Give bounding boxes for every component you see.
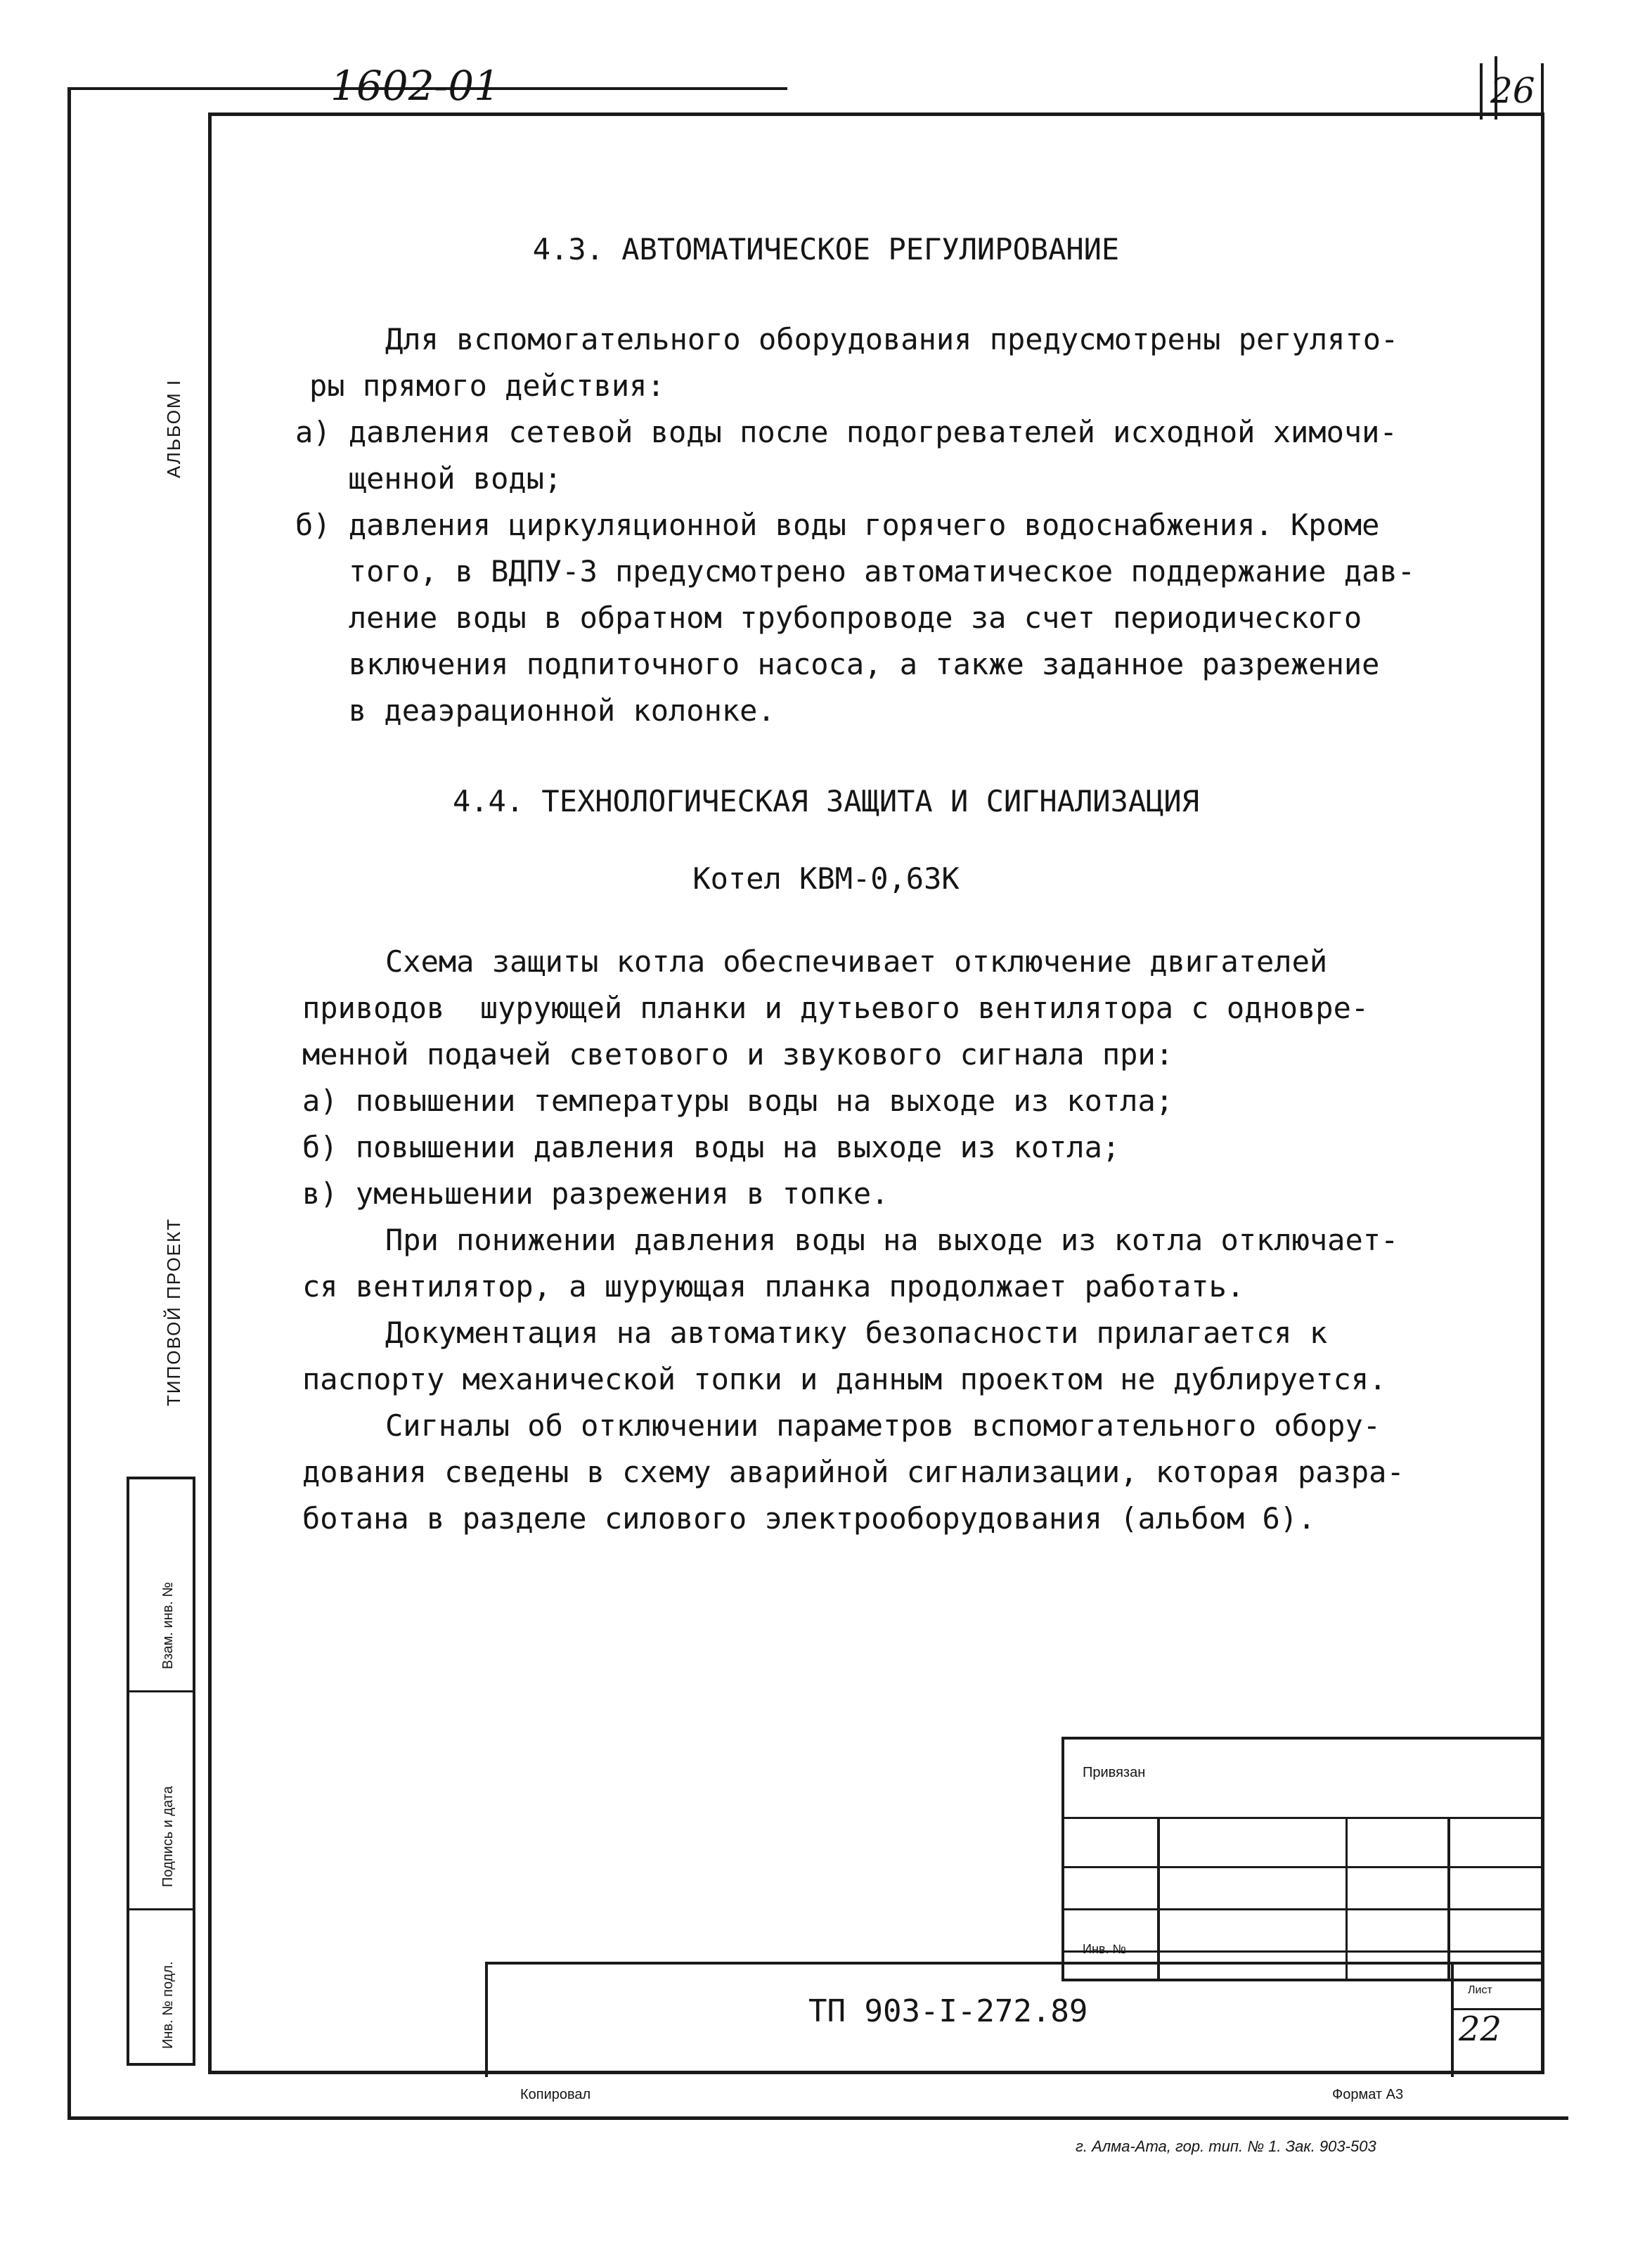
project-type-label: ТИПОВОЙ ПРОЕКТ bbox=[163, 1217, 184, 1406]
text-line: дования сведены в схему аварийной сигнализации, которая разра- bbox=[302, 1455, 1405, 1489]
project-code: ТП 903-I-272.89 bbox=[808, 1993, 1088, 2029]
inventory-label: Инв. № bbox=[1083, 1942, 1126, 1956]
text-line: Сигналы об отключении параметров вспомогательного обору- bbox=[385, 1408, 1381, 1443]
album-label: АЛЬБОМ I bbox=[163, 378, 184, 478]
text-line: При понижении давления воды на выходе из котла отключает- bbox=[385, 1223, 1399, 1257]
title-block-rule bbox=[1064, 1817, 1542, 1819]
stamp-cell bbox=[129, 1690, 193, 1910]
text-line: включения подпиточного насоса, а также заданное разрежение bbox=[295, 647, 1380, 681]
text-line: ры прямого действия: bbox=[309, 368, 665, 403]
title-block-divider bbox=[1346, 1817, 1348, 1979]
text-line: менной подачей светового и звукового сигнала при: bbox=[302, 1037, 1174, 1072]
title-block-divider bbox=[1447, 1817, 1450, 1979]
text-line: а) повышении температуры воды на выходе из котла; bbox=[302, 1084, 1174, 1118]
printer-note: г. Алма-Ата, гор. тип. № 1. Зак. 903-503 bbox=[1076, 2138, 1376, 2155]
text-line: Документация на автоматику безопасности прилагается к bbox=[385, 1316, 1328, 1350]
page-box-left bbox=[1480, 63, 1483, 120]
outer-frame-left bbox=[67, 87, 71, 2119]
handwritten-document-code: 1602-01 bbox=[330, 62, 501, 110]
text-line: Схема защиты котла обеспечивает отключение двигателей bbox=[385, 944, 1328, 979]
text-line: а) давления сетевой воды после подогревателей исходной химочи- bbox=[295, 415, 1398, 449]
stamp-field-label: Подпись и дата bbox=[160, 1786, 176, 1887]
text-line: ся вентилятор, а шурующая планка продолжает работать. bbox=[302, 1269, 1245, 1304]
title-block-rule bbox=[1064, 1866, 1542, 1868]
section-subheading: Котел КВМ-0,63К bbox=[692, 861, 960, 896]
text-line: в) уменьшении разрежения в топке. bbox=[302, 1176, 889, 1211]
text-line: того, в ВДПУ-3 предусмотрено автоматическое поддержание дав- bbox=[295, 554, 1416, 589]
sheet-number-title-block: 22 bbox=[1459, 2010, 1502, 2049]
section-heading: 4.4. ТЕХНОЛОГИЧЕСКАЯ ЗАЩИТА И СИГНАЛИЗАЦИЯ bbox=[452, 784, 1200, 818]
sheet-number: 26 bbox=[1490, 70, 1535, 111]
text-line: ботана в разделе силового электрооборудования (альбом 6). bbox=[302, 1501, 1316, 1536]
section-heading: 4.3. АВТОМАТИЧЕСКОЕ РЕГУЛИРОВАНИЕ bbox=[532, 232, 1120, 266]
stamp-cell bbox=[129, 1908, 193, 2063]
text-line: в деаэрационной колонке. bbox=[295, 693, 775, 728]
text-line: щенной воды; bbox=[295, 461, 562, 496]
stamp-cell bbox=[129, 1479, 193, 1692]
title-block-divider bbox=[1451, 1965, 1454, 2077]
title-block-divider bbox=[1157, 1817, 1160, 1979]
sheet-label: Лист bbox=[1468, 1984, 1492, 1996]
text-line: б) давления циркуляционной воды горячего водоснабжения. Кроме bbox=[295, 508, 1380, 542]
title-block-rule bbox=[1064, 1908, 1542, 1910]
format-label: Формат А3 bbox=[1332, 2087, 1404, 2102]
approval-stamp bbox=[127, 1477, 195, 2066]
bound-label: Привязан bbox=[1083, 1765, 1146, 1780]
text-line: ление воды в обратном трубопроводе за счет периодического bbox=[295, 600, 1362, 635]
stamp-field-label: Взам. инв. № bbox=[160, 1582, 176, 1669]
frame-top bbox=[208, 112, 1544, 116]
text-line: приводов шурующей планки и дутьевого вентилятора с одновре- bbox=[302, 991, 1369, 1025]
text-line: б) повышении давления воды на выходе из котла; bbox=[302, 1130, 1121, 1164]
stamp-field-label: Инв. № подл. bbox=[160, 1961, 176, 2049]
text-line: Для вспомогательного оборудования предусмотрены регулято- bbox=[385, 322, 1399, 356]
outer-frame-bottom bbox=[67, 2116, 1568, 2120]
copied-by-label: Копировал bbox=[520, 2087, 591, 2102]
frame-left bbox=[208, 112, 212, 2074]
text-line: паспорту механической топки и данным проектом не дублируется. bbox=[302, 1362, 1387, 1396]
page-box-right bbox=[1541, 63, 1544, 120]
title-block-rule bbox=[1064, 1950, 1542, 1953]
